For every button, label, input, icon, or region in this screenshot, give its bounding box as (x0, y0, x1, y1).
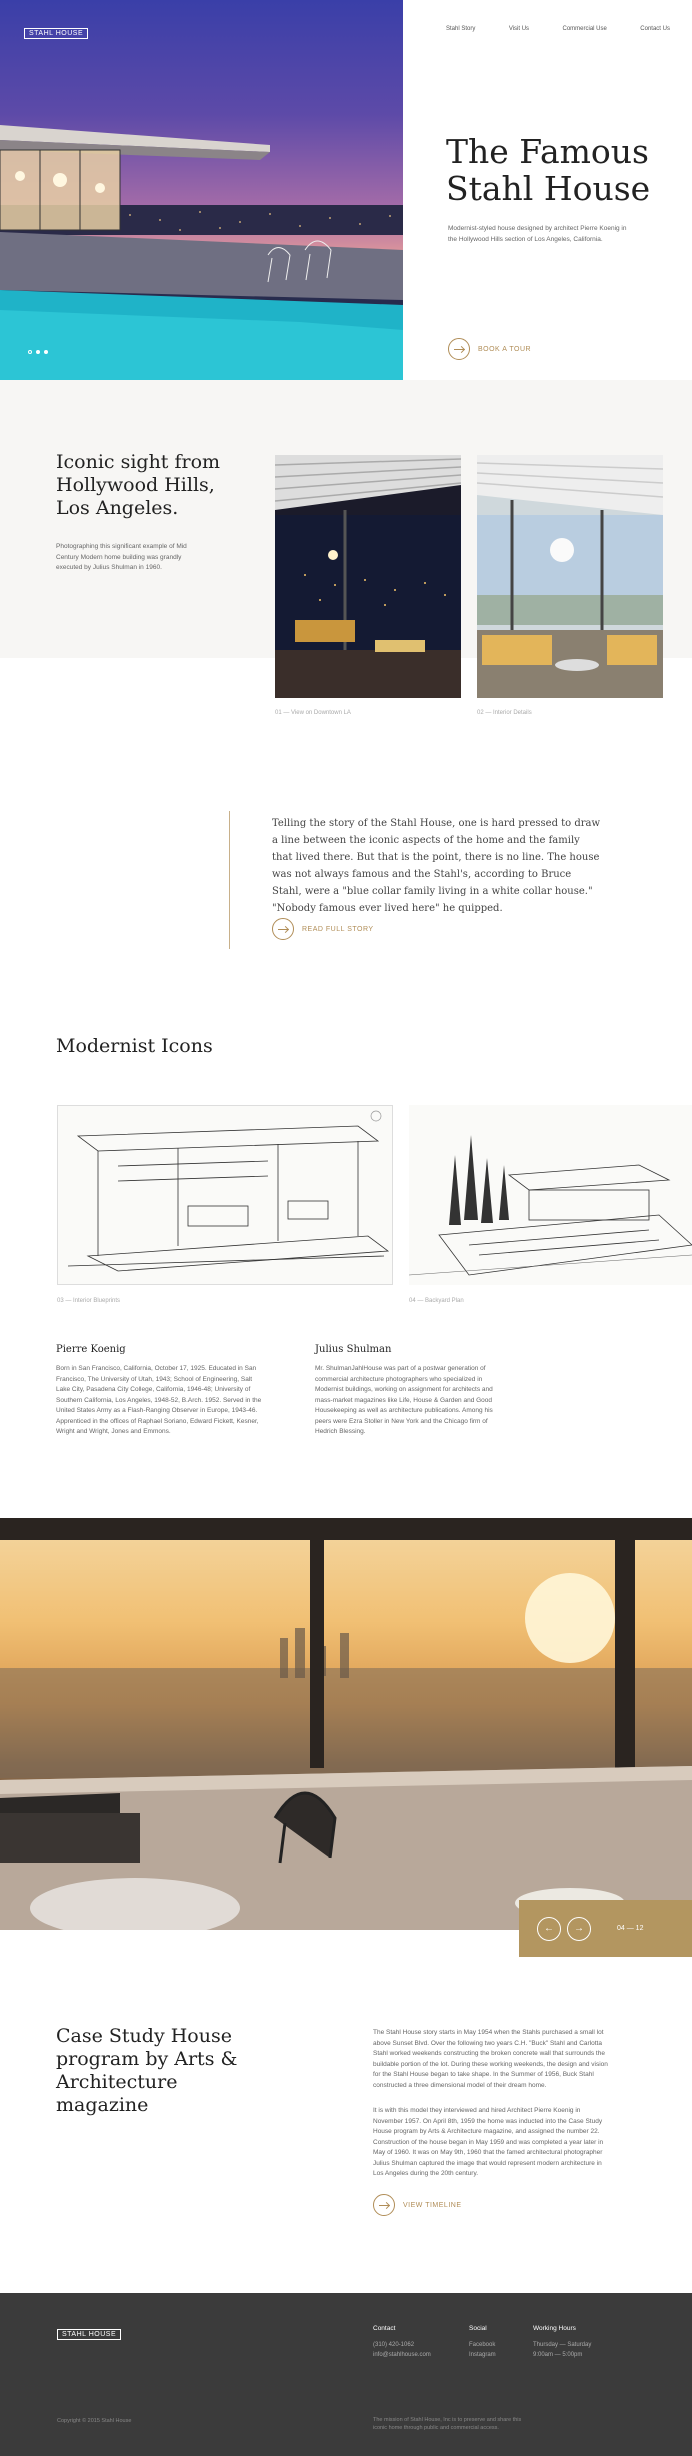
contact-phone[interactable]: (310) 420-1062 (373, 2342, 415, 2348)
next-slide-button[interactable] (567, 1917, 591, 1941)
footer-social (469, 2325, 496, 2360)
sunset-banner (0, 1518, 692, 1930)
view-timeline-label: VIEW TIMELINE (403, 2201, 462, 2209)
hero-description: Modernist-styled house designed by architect Pierre Koenig in the Hollywood Hills section of Los Angeles, California. (448, 225, 627, 243)
social-facebook-link[interactable]: Facebook (469, 2342, 496, 2348)
caption-blueprint: 03 — Interior Blueprints (57, 1298, 121, 1304)
interior-illustration (477, 455, 663, 698)
social-instagram-link[interactable]: Instagram (469, 2352, 496, 2358)
caption-interior: 02 — Interior Details (477, 710, 532, 716)
hours-heading: Working Hours (533, 2325, 576, 2332)
book-tour-label: BOOK A TOUR (478, 345, 532, 353)
arrow-left-icon: ← (544, 1923, 554, 1934)
footer-mission: The mission of Stahl House, Inc is to preserve and share this iconic home through public and commercial access. (373, 2417, 522, 2431)
person-bio-shulman: Mr. ShulmanJahlHouse was part of a postwar generation of commercial architecture photographers who specialized in Modernist buildings, working on assignment for architects and mass-market magazines like Life, House & Garden and Good Housekeeping as well as architecture publications. Among his peers were Ezra Stoller in New York and the Chicago firm of Hedrich Blessing. (315, 1365, 493, 1435)
blueprint-image[interactable] (57, 1105, 393, 1285)
story-quote: Telling the story of the Stahl House, one is hard pressed to draw a line between the iconic aspects of the home and the family that lived there. But that is the point, there is no line. The house was not always famous and the Stahl's, according to Bruce Stahl, were a "blue collar family living in a white collar house." "Nobody famous ever lived here" he quipped. (272, 818, 601, 914)
person-name-shulman: Julius Shulman (315, 1344, 392, 1355)
contact-heading: Contact (373, 2325, 396, 2332)
logo[interactable] (24, 22, 88, 40)
slide-counter: 04 — 12 (617, 1925, 644, 1932)
footer-hours (533, 2325, 591, 2360)
hero-title (446, 133, 650, 207)
footer (0, 2293, 692, 2456)
footer-logo[interactable] (57, 2323, 121, 2341)
slider-controls (519, 1900, 692, 1957)
caption-backyard: 04 — Backyard Plan (409, 1298, 464, 1304)
photo-interior[interactable] (477, 455, 663, 698)
blueprint-sketch (58, 1106, 393, 1285)
hero-illustration (0, 0, 403, 380)
downtown-illustration (275, 455, 461, 698)
hero-section (0, 0, 692, 380)
social-heading: Social (469, 2325, 487, 2332)
copyright: Copyright © 2015 Stahl House (57, 2418, 132, 2424)
read-full-story-button[interactable] (272, 918, 374, 940)
person-bio-koenig: Born in San Francisco, California, October 17, 1925. Educated in San Francisco, The University of Utah, 1943; School of Engineering, Salt Lake City, Pasadena City College, California, 1946-48; University of Southern California, Los Angeles, 1948-52, B.Arch. 1952. Served in the United States Army as a Flash-Ranging Observer in Europe, 1943-46. Apprenticed in the offices of Raphael Soriano, Edward Fickett, Kesner, Wright and Wright, Jones and Emmons. (56, 1365, 262, 1435)
sunset-illustration (0, 1518, 692, 1930)
footer-logo-text: STAHL HOUSE (57, 2329, 121, 2340)
backyard-sketch (409, 1105, 692, 1285)
case-study-title: Case Study House program by Arts & Architecture magazine (56, 2025, 238, 2116)
contact-email[interactable]: info@stahlhouse.com (373, 2352, 431, 2358)
hero-image (0, 0, 403, 380)
photo-downtown[interactable] (275, 455, 461, 698)
case-study-para1: The Stahl House story starts in May 1954 when the Stahls purchased a small lot above Sunset Blvd. Over the following two years C.H. "Buck" Stahl and Carlotta Stahl worked weekends constructing the broken concrete wall that surrounds the buildable portion of the lot. During these working weekends, the design and vision for the Stahl House began to take shape. In the Summer of 1956, Buck Stahl constructed a three dimensional model of their dream home. (373, 2029, 608, 2089)
main-nav (446, 26, 670, 32)
slide-dot[interactable] (44, 350, 48, 354)
quote-rule (229, 811, 230, 949)
slide-dot[interactable] (36, 350, 40, 354)
iconic-title: Iconic sight from Hollywood Hills, Los Angeles. (56, 451, 221, 519)
hero-title-line1: The Famous (446, 132, 649, 171)
hours-days: Thursday — Saturday (533, 2342, 592, 2348)
book-tour-button[interactable] (448, 338, 531, 360)
nav-item-contact-us[interactable]: Contact Us (640, 26, 670, 32)
arrow-right-icon: → (574, 1923, 584, 1934)
nav-item-commercial-use[interactable]: Commercial Use (562, 26, 607, 32)
modernist-title: Modernist Icons (56, 1035, 213, 1057)
person-name-koenig: Pierre Koenig (56, 1344, 126, 1355)
prev-slide-button[interactable] (537, 1917, 561, 1941)
view-timeline-button[interactable] (373, 2194, 462, 2216)
slide-dots[interactable] (28, 350, 48, 354)
logo-text: STAHL HOUSE (24, 28, 88, 39)
hero-title-line2: Stahl House (446, 169, 651, 208)
caption-downtown: 01 — View on Downtown LA (275, 710, 351, 716)
arrow-right-icon (272, 918, 294, 940)
case-study-para2: It is with this model they interviewed and hired Architect Pierre Koenig in November 1957. On April 8th, 1959 the home was inducted into the Case Study House program by Arts & Architecture magazine, and assigned the number 22. Construction of the house began in May 1959 and was completed a year later in May of 1960. It was on May 9th, 1960 that the famed architectural photographer Julius Shulman captured the image that would represent modern architecture in Los Angeles during the 20th century. (373, 2107, 604, 2177)
slide-dot[interactable] (28, 350, 32, 354)
nav-item-visit-us[interactable]: Visit Us (508, 26, 530, 32)
footer-contact (373, 2325, 431, 2360)
read-full-story-label: READ FULL STORY (302, 925, 374, 933)
hours-time: 9:00am — 5:00pm (533, 2352, 583, 2358)
arrow-right-icon (448, 338, 470, 360)
nav-item-stahl-story[interactable]: Stahl Story (446, 26, 476, 32)
backyard-plan-image[interactable] (409, 1105, 692, 1285)
arrow-right-icon (373, 2194, 395, 2216)
iconic-text: Photographing this significant example of Mid Century Modern home building was grandly executed by Julius Shulman in 1960. (56, 543, 187, 571)
